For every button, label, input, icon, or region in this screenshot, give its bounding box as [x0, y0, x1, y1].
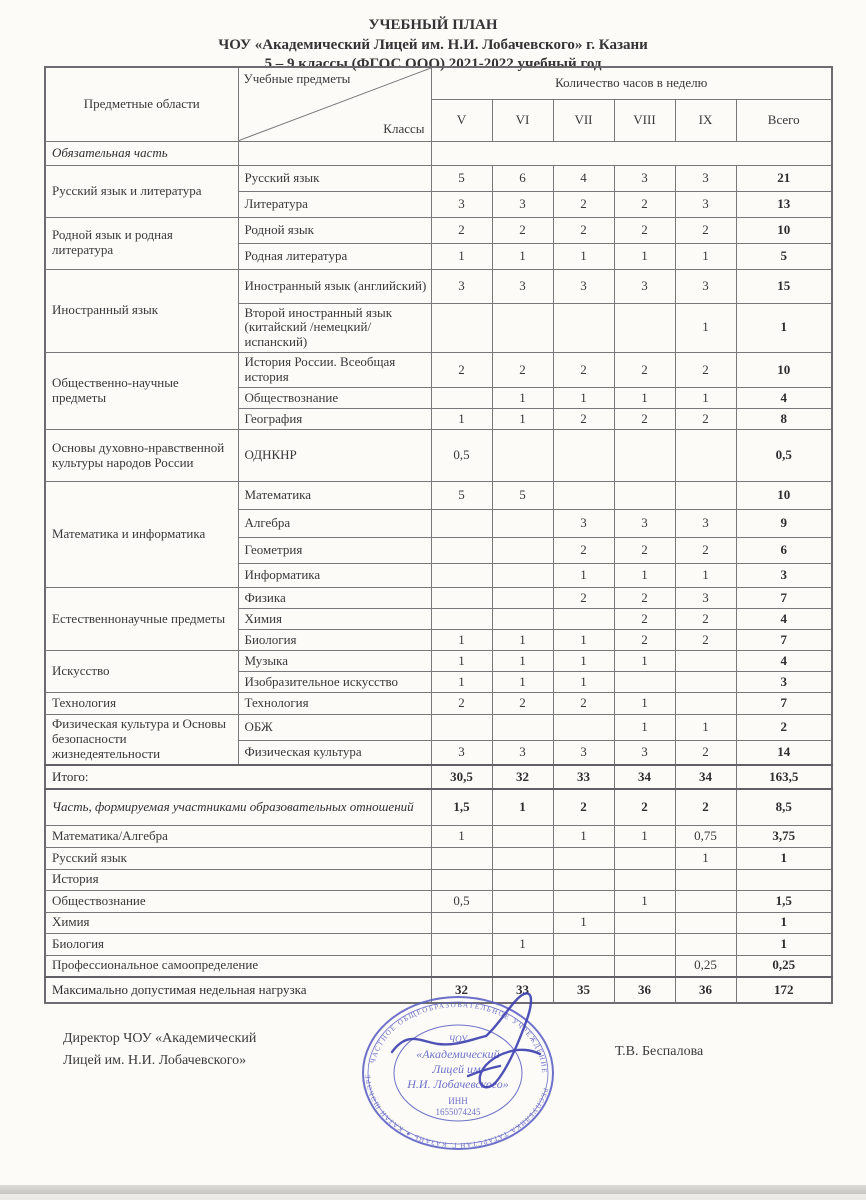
- hours-cell: 2: [431, 353, 492, 388]
- hours-cell: 3: [675, 191, 736, 217]
- hours-cell: 3: [675, 269, 736, 303]
- hours-cell: 1: [492, 933, 553, 955]
- hours-cell: 2: [675, 789, 736, 825]
- hours-cell: 1: [431, 243, 492, 269]
- hours-cell: [431, 564, 492, 588]
- hours-cell: 1: [614, 715, 675, 741]
- hours-cell: 2: [614, 191, 675, 217]
- hours-cell: 1,5: [431, 789, 492, 825]
- total-cell: 15: [736, 269, 832, 303]
- hours-cell: 2: [614, 588, 675, 609]
- hours-cell: [675, 869, 736, 890]
- total-cell: 4: [736, 388, 832, 409]
- hours-cell: [431, 510, 492, 538]
- total-cell: 163,5: [736, 765, 832, 789]
- hours-cell: 2: [675, 538, 736, 564]
- total-cell: 4: [736, 609, 832, 630]
- hours-cell: 3: [614, 269, 675, 303]
- hours-cell: 36: [614, 977, 675, 1003]
- hours-cell: 2: [614, 609, 675, 630]
- hours-cell: [492, 847, 553, 869]
- hours-cell: 1: [553, 630, 614, 651]
- hours-cell: [431, 388, 492, 409]
- scan-edge-light: [0, 1194, 866, 1200]
- table-row: [45, 217, 832, 243]
- hours-cell: 1: [431, 825, 492, 847]
- hours-cell: [614, 482, 675, 510]
- director-signature-block: [63, 1028, 256, 1071]
- header-classes-label: Классы: [383, 120, 425, 136]
- total-cell: 13: [736, 191, 832, 217]
- hours-cell: 1: [431, 672, 492, 693]
- hours-cell: 1: [492, 409, 553, 430]
- area-cell: Искусство: [45, 651, 238, 693]
- table-row: [45, 482, 832, 510]
- hours-cell: 5: [431, 165, 492, 191]
- table-row: [45, 825, 832, 847]
- hours-cell: [675, 693, 736, 715]
- section-label-cell: Обязательная часть: [45, 141, 238, 165]
- hours-cell: 1: [553, 651, 614, 672]
- total-cell: 5: [736, 243, 832, 269]
- total-cell: 1,5: [736, 890, 832, 912]
- hours-cell: [553, 847, 614, 869]
- stamp-org-type: ЧОУ: [448, 1034, 468, 1044]
- table-row: [45, 353, 832, 388]
- hours-cell: 1: [431, 651, 492, 672]
- hours-cell: 3: [492, 191, 553, 217]
- hours-cell: [675, 933, 736, 955]
- hours-cell: [492, 825, 553, 847]
- hours-cell: [492, 955, 553, 977]
- row-label-cell: Часть, формируемая участниками образовательных отношений: [45, 789, 431, 825]
- total-cell: 1: [736, 933, 832, 955]
- table-row: [45, 955, 832, 977]
- hours-cell: [431, 869, 492, 890]
- hours-cell: [492, 588, 553, 609]
- total-cell: 3: [736, 672, 832, 693]
- subject-cell: Музыка: [238, 651, 431, 672]
- hours-cell: 3: [675, 165, 736, 191]
- subject-cell: ОБЖ: [238, 715, 431, 741]
- hours-cell: 34: [614, 765, 675, 789]
- total-cell: 10: [736, 482, 832, 510]
- hours-cell: 2: [675, 409, 736, 430]
- hours-cell: [675, 672, 736, 693]
- subject-cell: Химия: [238, 609, 431, 630]
- table-row: [45, 269, 832, 303]
- total-cell: 3: [736, 564, 832, 588]
- hours-cell: 33: [492, 977, 553, 1003]
- handwritten-signature: [382, 984, 572, 1114]
- hours-cell: 2: [614, 217, 675, 243]
- hours-cell: [431, 715, 492, 741]
- hours-cell: [675, 890, 736, 912]
- row-label-cell: Русский язык: [45, 847, 431, 869]
- hours-cell: [492, 430, 553, 482]
- row-label-cell: Математика/Алгебра: [45, 825, 431, 847]
- stamp-ring-text-bottom: РЕСПУБЛИКА ТАТАРСТАН Г. КАЗАНЬ ✦ КАЗАН ШӘҺӘРЕ: [363, 1073, 550, 1150]
- hours-cell: 0,25: [675, 955, 736, 977]
- hours-cell: 1: [553, 243, 614, 269]
- table-header-row-1: [45, 67, 832, 99]
- stamp-ring-text-top: ЧАСТНОЕ ОБЩЕОБРАЗОВАТЕЛЬНОЕ УЧРЕЖДЕНИЕ: [368, 1000, 549, 1075]
- subject-cell: История России. Всеобщая история: [238, 353, 431, 388]
- header-subjects-label: Учебные предметы: [243, 71, 351, 86]
- hours-cell: [675, 651, 736, 672]
- hours-cell: 3: [431, 741, 492, 765]
- hours-cell: 36: [675, 977, 736, 1003]
- table-row: [45, 693, 832, 715]
- hours-cell: [614, 847, 675, 869]
- total-cell: 8: [736, 409, 832, 430]
- header-subjects-classes: [238, 67, 431, 141]
- hours-cell: 2: [675, 741, 736, 765]
- hours-cell: 34: [675, 765, 736, 789]
- total-cell: 2: [736, 715, 832, 741]
- area-cell: Родной язык и родная литература: [45, 217, 238, 269]
- hours-cell: 2: [553, 353, 614, 388]
- hours-cell: 6: [492, 165, 553, 191]
- plan-table-body: [45, 141, 832, 1003]
- stamp-name-line-1: «Академический: [416, 1047, 500, 1061]
- subject-cell: Технология: [238, 693, 431, 715]
- curriculum-table: [44, 66, 833, 1004]
- hours-cell: 3: [553, 269, 614, 303]
- hours-cell: [431, 933, 492, 955]
- area-cell: Русский язык и литература: [45, 165, 238, 217]
- hours-cell: [553, 482, 614, 510]
- subject-cell: Литература: [238, 191, 431, 217]
- hours-cell: [675, 430, 736, 482]
- hours-cell: 1: [614, 243, 675, 269]
- hours-cell: 35: [553, 977, 614, 1003]
- table-row: [45, 765, 832, 789]
- subject-cell: Физическая культура: [238, 741, 431, 765]
- director-title-line-2: Лицей им. Н.И. Лобачевского»: [63, 1052, 247, 1068]
- subject-cell: ОДНКНР: [238, 430, 431, 482]
- hours-cell: [492, 564, 553, 588]
- hours-cell: 33: [553, 765, 614, 789]
- total-cell: 172: [736, 977, 832, 1003]
- table-row: [45, 847, 832, 869]
- header-class-vi: VI: [492, 99, 553, 141]
- header-class-ix: IX: [675, 99, 736, 141]
- hours-cell: 1: [492, 388, 553, 409]
- hours-cell: 2: [614, 409, 675, 430]
- total-cell: 7: [736, 693, 832, 715]
- header-subject-areas: Предметные области: [45, 67, 238, 141]
- hours-cell: 3: [553, 510, 614, 538]
- hours-cell: 2: [553, 693, 614, 715]
- hours-cell: 2: [675, 353, 736, 388]
- hours-cell: 1: [614, 825, 675, 847]
- header-hours-per-week: Количество часов в неделю: [431, 67, 832, 99]
- hours-cell: [614, 912, 675, 933]
- hours-cell: 1: [431, 409, 492, 430]
- total-cell: 1: [736, 912, 832, 933]
- subject-cell: Алгебра: [238, 510, 431, 538]
- area-cell: Иностранный язык: [45, 269, 238, 353]
- hours-cell: 0,5: [431, 430, 492, 482]
- total-cell: 1: [736, 847, 832, 869]
- total-cell: 6: [736, 538, 832, 564]
- title-line-1: УЧЕБНЫЙ ПЛАН: [368, 17, 498, 33]
- row-label-cell: Химия: [45, 912, 431, 933]
- director-title-line-1: Директор ЧОУ «Академический: [63, 1031, 257, 1046]
- table-row: [45, 651, 832, 672]
- hours-cell: [431, 847, 492, 869]
- hours-cell: 2: [614, 353, 675, 388]
- hours-cell: [614, 303, 675, 353]
- hours-cell: [431, 912, 492, 933]
- hours-cell: [431, 955, 492, 977]
- hours-cell: [492, 912, 553, 933]
- hours-cell: 1: [492, 672, 553, 693]
- subject-cell: Родной язык: [238, 217, 431, 243]
- hours-cell: [614, 933, 675, 955]
- hours-cell: [553, 955, 614, 977]
- table-row: [45, 165, 832, 191]
- subject-cell: Физика: [238, 588, 431, 609]
- hours-cell: 0,75: [675, 825, 736, 847]
- hours-cell: [492, 890, 553, 912]
- subject-cell: Родная литература: [238, 243, 431, 269]
- hours-cell: [553, 933, 614, 955]
- hours-cell: [614, 955, 675, 977]
- hours-cell: 2: [492, 693, 553, 715]
- table-row: [45, 890, 832, 912]
- hours-cell: 1: [492, 630, 553, 651]
- hours-cell: 2: [553, 789, 614, 825]
- total-cell: 1: [736, 303, 832, 353]
- hours-cell: 32: [431, 977, 492, 1003]
- hours-cell: [553, 303, 614, 353]
- hours-cell: 1: [675, 243, 736, 269]
- subject-cell: Изобразительное искусство: [238, 672, 431, 693]
- subject-cell: Русский язык: [238, 165, 431, 191]
- subject-cell: Иностранный язык (английский): [238, 269, 431, 303]
- hours-cell: [431, 538, 492, 564]
- area-cell: Естественнонаучные предметы: [45, 588, 238, 651]
- subject-cell: Обществознание: [238, 388, 431, 409]
- header-class-total: Всего: [736, 99, 832, 141]
- area-cell: Математика и информатика: [45, 482, 238, 588]
- hours-cell: 2: [675, 630, 736, 651]
- row-label-cell: Профессиональное самоопределение: [45, 955, 431, 977]
- hours-cell: 1: [553, 912, 614, 933]
- hours-cell: 1: [614, 564, 675, 588]
- total-cell: 3,75: [736, 825, 832, 847]
- hours-cell: 2: [431, 693, 492, 715]
- hours-cell: 2: [431, 217, 492, 243]
- hours-cell: [492, 715, 553, 741]
- scan-edge-shadow: [0, 1185, 866, 1194]
- hours-cell: 1: [675, 388, 736, 409]
- hours-cell: [614, 430, 675, 482]
- table-row: [45, 912, 832, 933]
- hours-cell: [614, 869, 675, 890]
- hours-cell: 2: [492, 353, 553, 388]
- hours-cell: 1: [614, 890, 675, 912]
- hours-cell: 2: [553, 191, 614, 217]
- hours-cell: 3: [553, 741, 614, 765]
- total-cell: 21: [736, 165, 832, 191]
- area-cell: Основы духовно-нравственной культуры народов России: [45, 430, 238, 482]
- subject-cell: Информатика: [238, 564, 431, 588]
- empty-cell: [238, 141, 431, 165]
- table-row: [45, 933, 832, 955]
- row-label-cell: Итого:: [45, 765, 431, 789]
- stamp-name-line-3: Н.И. Лобачевского»: [407, 1077, 509, 1091]
- stamp-inn-label: ИНН: [448, 1096, 468, 1106]
- hours-cell: [492, 538, 553, 564]
- total-cell: 4: [736, 651, 832, 672]
- table-row: [45, 430, 832, 482]
- hours-cell: [492, 609, 553, 630]
- total-cell: 8,5: [736, 789, 832, 825]
- row-label-cell: История: [45, 869, 431, 890]
- hours-cell: 2: [675, 609, 736, 630]
- hours-cell: [675, 482, 736, 510]
- header-class-v: V: [431, 99, 492, 141]
- subject-cell: Геометрия: [238, 538, 431, 564]
- hours-cell: [553, 890, 614, 912]
- total-cell: 10: [736, 217, 832, 243]
- hours-cell: 3: [614, 165, 675, 191]
- hours-cell: 3: [431, 191, 492, 217]
- hours-cell: [431, 303, 492, 353]
- hours-cell: 1: [675, 715, 736, 741]
- hours-cell: 32: [492, 765, 553, 789]
- subject-cell: Второй иностранный язык (китайский /немецкий/испанский): [238, 303, 431, 353]
- stamp-inn-value: 1655074245: [435, 1107, 481, 1117]
- area-cell: Физическая культура и Основы безопасности жизнедеятельности: [45, 715, 238, 765]
- hours-cell: 0,5: [431, 890, 492, 912]
- hours-cell: [553, 430, 614, 482]
- hours-cell: [492, 303, 553, 353]
- hours-cell: [492, 510, 553, 538]
- hours-cell: 2: [614, 789, 675, 825]
- hours-cell: 1: [431, 630, 492, 651]
- hours-cell: 1: [492, 651, 553, 672]
- subject-cell: Математика: [238, 482, 431, 510]
- hours-cell: [431, 588, 492, 609]
- hours-cell: 3: [431, 269, 492, 303]
- hours-cell: 1: [553, 825, 614, 847]
- total-cell: 14: [736, 741, 832, 765]
- hours-cell: 1: [675, 303, 736, 353]
- hours-cell: 1: [553, 564, 614, 588]
- hours-cell: 2: [492, 217, 553, 243]
- hours-cell: 4: [553, 165, 614, 191]
- title-line-3: 5 – 9 классы (ФГОС ООО) 2021-2022 учебный год: [264, 56, 602, 72]
- hours-cell: 1: [614, 651, 675, 672]
- hours-cell: 1: [492, 789, 553, 825]
- hours-cell: 1: [675, 847, 736, 869]
- row-label-cell: Обществознание: [45, 890, 431, 912]
- hours-cell: [553, 715, 614, 741]
- hours-cell: 30,5: [431, 765, 492, 789]
- hours-cell: [553, 869, 614, 890]
- header-class-vii: VII: [553, 99, 614, 141]
- hours-cell: [492, 869, 553, 890]
- hours-cell: 2: [553, 409, 614, 430]
- hours-cell: 3: [492, 269, 553, 303]
- hours-cell: 3: [614, 741, 675, 765]
- row-label-cell: Биология: [45, 933, 431, 955]
- signer-name: Т.В. Беспалова: [615, 1044, 704, 1059]
- hours-cell: 3: [675, 510, 736, 538]
- row-label-cell: Максимально допустимая недельная нагрузка: [45, 977, 431, 1003]
- subject-cell: Биология: [238, 630, 431, 651]
- hours-cell: [431, 609, 492, 630]
- area-cell: Технология: [45, 693, 238, 715]
- hours-cell: 5: [492, 482, 553, 510]
- hours-cell: 1: [553, 388, 614, 409]
- hours-cell: 1: [614, 693, 675, 715]
- table-row: [45, 715, 832, 741]
- hours-cell: 3: [614, 510, 675, 538]
- hours-cell: [614, 672, 675, 693]
- subject-cell: География: [238, 409, 431, 430]
- total-cell: 10: [736, 353, 832, 388]
- total-cell: 0,25: [736, 955, 832, 977]
- total-cell: 0,5: [736, 430, 832, 482]
- total-cell: 7: [736, 588, 832, 609]
- hours-cell: 2: [553, 588, 614, 609]
- table-row: [45, 869, 832, 890]
- hours-cell: 3: [492, 741, 553, 765]
- total-cell: [736, 869, 832, 890]
- hours-cell: 2: [675, 217, 736, 243]
- table-row: [45, 141, 832, 165]
- stamp-name-line-2: Лицей им.: [432, 1062, 484, 1076]
- area-cell: Общественно-научные предметы: [45, 353, 238, 430]
- hours-cell: [675, 912, 736, 933]
- hours-cell: 1: [675, 564, 736, 588]
- hours-cell: 1: [492, 243, 553, 269]
- hours-cell: [553, 609, 614, 630]
- hours-cell: 5: [431, 482, 492, 510]
- hours-cell: 3: [675, 588, 736, 609]
- hours-cell: 2: [553, 538, 614, 564]
- table-row: [45, 789, 832, 825]
- total-cell: 7: [736, 630, 832, 651]
- hours-cell: 2: [614, 538, 675, 564]
- hours-cell: 2: [614, 630, 675, 651]
- total-cell: 9: [736, 510, 832, 538]
- title-line-2: ЧОУ «Академический Лицей им. Н.И. Лобачевского» г. Казани: [218, 36, 648, 53]
- header-class-viii: VIII: [614, 99, 675, 141]
- empty-cell: [431, 141, 832, 165]
- hours-cell: 1: [614, 388, 675, 409]
- hours-cell: 1: [553, 672, 614, 693]
- table-row: [45, 588, 832, 609]
- hours-cell: 2: [553, 217, 614, 243]
